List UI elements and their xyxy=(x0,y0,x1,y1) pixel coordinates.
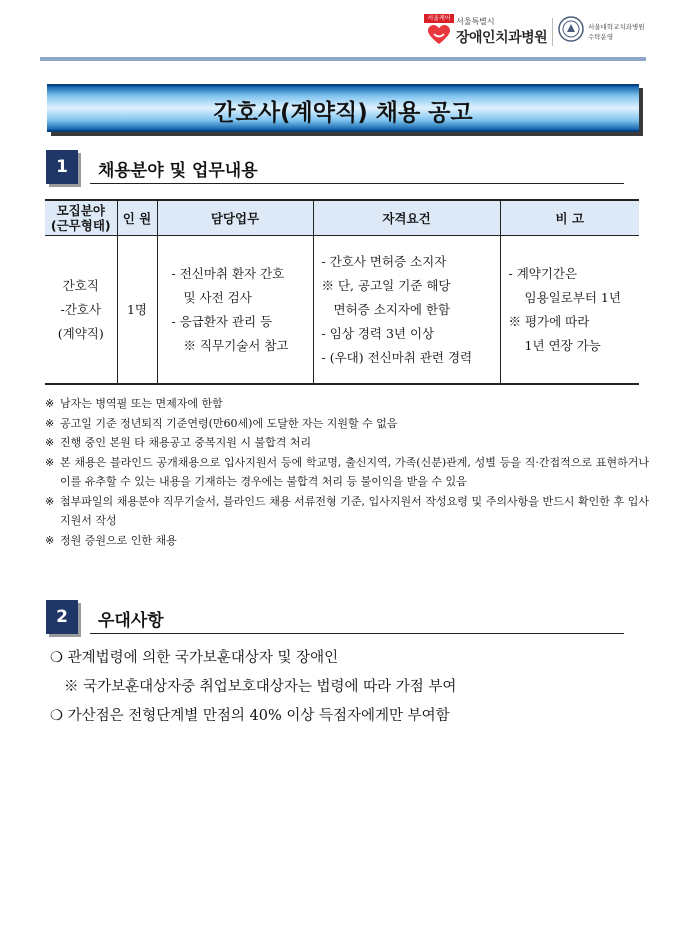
preference-item: ❍ 관계법령에 의한 국가보훈대상자 및 장애인 xyxy=(50,650,339,666)
header-field xyxy=(45,200,117,236)
header-remarks: 비 고 xyxy=(500,200,639,236)
section-1-title: 채용분야 및 업무내용 xyxy=(98,161,258,181)
field-line: (계약직) xyxy=(57,325,104,341)
table-header-row xyxy=(45,200,639,236)
hospital-city: 서울특별시 xyxy=(456,17,495,26)
cell-duties xyxy=(157,236,313,385)
note-text: 정원 증원으로 인한 채용 xyxy=(60,533,177,547)
note-item xyxy=(45,453,649,492)
header-field-l2: (근무형태) xyxy=(50,218,111,233)
field-line: -간호사 xyxy=(60,301,101,317)
cell-count: 1명 xyxy=(117,236,157,385)
note-text: 본 채용은 블라인드 공개채용으로 입사지원서 등에 학교명, 출신지역, 가족(신분)관계, 성별 등을 직·간접적으로 표현하거나 이를 유추할 수 있는 내용을 기재하는 경우에는 불합격 처리 등 불이익을 받을 수 있음 xyxy=(60,455,649,488)
seoul-care-logo xyxy=(424,14,454,48)
note-text: 공고일 기준 정년퇴직 기준연령(만60세)에 도달한 자는 지원할 수 없음 xyxy=(60,416,398,430)
requirement-line: ※ 단, 공고일 기준 해당 xyxy=(321,277,451,293)
section-2-title: 우대사항 xyxy=(98,611,164,631)
note-mark: ※ xyxy=(45,455,55,469)
header-requirements: 자격요건 xyxy=(313,200,500,236)
preference-subnote: ※ 국가보훈대상자중 취업보호대상자는 법령에 따라 가점 부여 xyxy=(64,679,457,695)
header-duties: 담당업무 xyxy=(157,200,313,236)
preference-item: ❍ 가산점은 전형단계별 만점의 40% 이상 득점자에게만 부여함 xyxy=(50,708,450,724)
requirement-line: - 간호사 면허증 소지자 xyxy=(321,253,447,269)
note-mark: ※ xyxy=(45,494,55,508)
remark-line: - 계약기간은 xyxy=(508,265,578,281)
remark-line: 1년 연장 가능 xyxy=(524,337,601,353)
header-rule xyxy=(40,57,646,61)
note-item xyxy=(45,394,649,414)
requirement-line: 면허증 소지자에 한함 xyxy=(333,301,451,317)
notes-list xyxy=(45,394,649,550)
note-item xyxy=(45,414,649,434)
note-mark: ※ xyxy=(45,397,55,410)
header-count: 인 원 xyxy=(117,200,157,236)
cell-field xyxy=(45,236,117,385)
section-2-number: 2 xyxy=(46,600,78,634)
recruitment-table xyxy=(45,199,639,385)
note-text: 첨부파일의 채용분야 직무기술서, 블라인드 채용 서류전형 기준, 입사지원서 작성요령 및 주의사항을 반드시 확인한 후 입사지원서 작성 xyxy=(60,494,649,527)
remark-line: 임용일로부터 1년 xyxy=(524,289,621,305)
hospital-name: 장애인치과병원 xyxy=(456,30,548,46)
requirement-line: - 임상 경력 3년 이상 xyxy=(321,325,435,341)
header-divider xyxy=(552,18,553,46)
note-mark: ※ xyxy=(45,416,55,430)
university-name: 서울대학교치과병원 xyxy=(588,23,645,31)
logo-tag: 서울케어 xyxy=(424,14,454,23)
section-1-number: 1 xyxy=(46,150,78,184)
table-row xyxy=(45,236,639,385)
duty-line: - 응급환자 관리 등 xyxy=(171,313,273,329)
duty-line: 및 사전 검사 xyxy=(183,289,252,305)
note-mark: ※ xyxy=(45,533,55,547)
field-line: 간호직 xyxy=(62,277,99,293)
page-title: 간호사(계약직) 채용 공고 xyxy=(213,100,473,126)
note-item xyxy=(45,492,649,531)
remark-line: ※ 평가에 따라 xyxy=(508,313,590,329)
title-banner xyxy=(47,84,639,132)
page-header xyxy=(424,14,664,50)
note-text: 진행 중인 본원 타 채용공고 중복지원 시 불합격 처리 xyxy=(60,436,312,449)
cell-requirements xyxy=(313,236,500,385)
section-1-rule xyxy=(90,183,624,184)
header-field-l1: 모집분야 xyxy=(56,203,105,218)
requirement-line: - (우대) 전신마취 관련 경력 xyxy=(321,349,473,365)
university-role: 수탁운영 xyxy=(588,33,614,41)
note-item xyxy=(45,433,649,453)
university-seal-icon xyxy=(558,16,584,42)
section-2-rule xyxy=(90,633,624,634)
note-item xyxy=(45,531,649,551)
heart-icon xyxy=(428,25,450,45)
note-mark: ※ xyxy=(45,436,55,449)
note-text: 남자는 병역필 또는 면제자에 한함 xyxy=(60,397,223,410)
cell-remarks xyxy=(500,236,639,385)
duty-line: - 전신마취 환자 간호 xyxy=(171,265,285,281)
duty-line: ※ 직무기술서 참고 xyxy=(183,337,289,353)
